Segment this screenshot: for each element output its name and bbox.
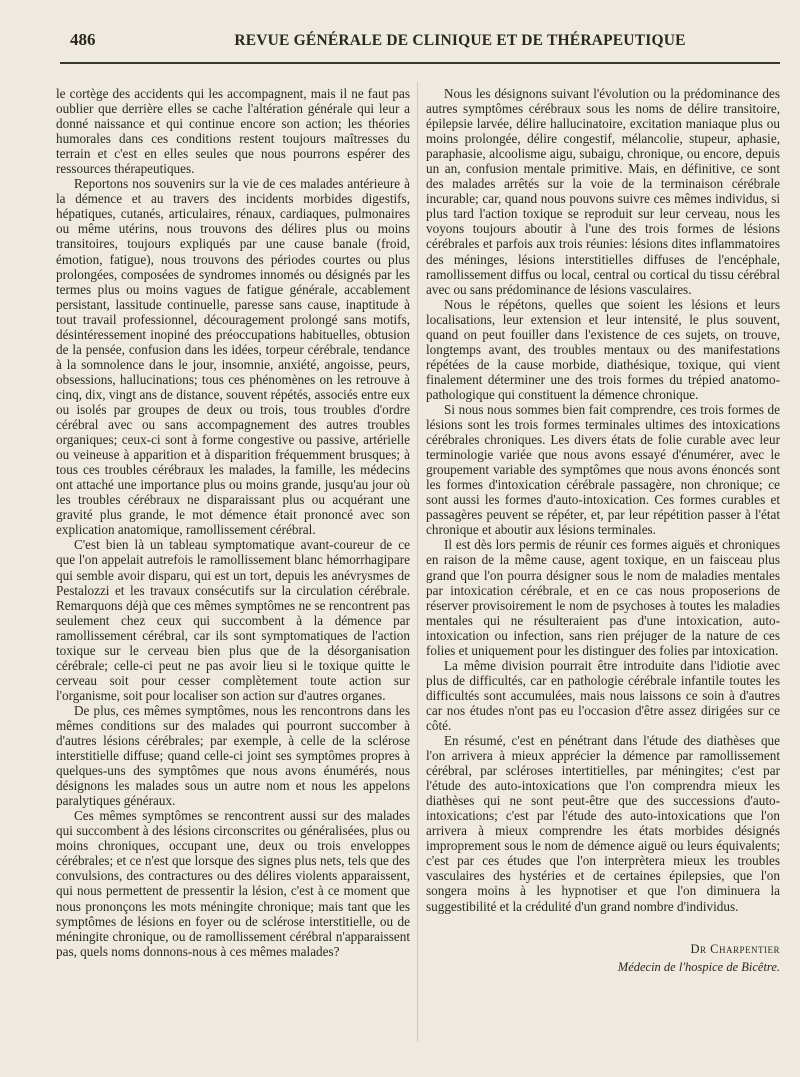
paragraph: le cortège des accidents qui les accompagnent, mais il ne faut pas oublier que derrière elles se cache l'altération générale qui leur a donné naissance et qui continue encore son action; les théories humorales dans ces conditions restent toujours maîtresses du terrain et c'est en elles seules que nous pourrons espérer des ressources thérapeutiques.	[56, 86, 410, 177]
paragraph: De plus, ces mêmes symptômes, nous les rencontrons dans les mêmes conditions sur des malades qui pourront succomber à d'autres lésions cérébrales; par exemple, à celle de la sclérose interstitielle diffuse; quand celle-ci joint ses symptômes propres à quelques-uns des symptômes que nous avons énumérés, nous désignons les malades sous un autre nom et nous les appelons paralytiques généraux.	[56, 702, 410, 809]
column-divider	[417, 82, 418, 1042]
running-title: REVUE GÉNÉRALE DE CLINIQUE ET DE THÉRAPEUTIQUE	[234, 32, 686, 49]
paragraph: Ces mêmes symptômes se rencontrent aussi sur des malades qui succombent à des lésions circonscrites ou généralisées, plus ou moins chroniques, occupant une, deux ou trois enveloppes cérébrales; et ce n'est que lorsque des signes plus nets, tels que des convulsions, des contractures ou des délires violents apparaissent, qui nous permettent de pressentir la lésion, c'est à ce moment que nous prononçons les mots méningite chronique; mais tant que les symptômes de lésions en foyer ou de sclérose interstitielle, ou de méningite chronique, ou de ramollissement cérébral n'apparaissent pas, quels noms donnons-nous à ces mêmes malades?	[56, 808, 410, 959]
page-number: 486	[70, 30, 96, 49]
right-column	[426, 86, 780, 975]
left-column	[56, 86, 410, 959]
author-role: Médecin de l'hospice de Bicêtre.	[617, 959, 780, 974]
paragraph: Il est dès lors permis de réunir ces formes aiguës et chroniques en raison de la même cause, agent toxique, en un faisceau plus grand que l'on pourra désigner sous le nom de maladies mentales par intoxication cérébrale, et en ce cas nous proposerions de réserver provisoirement le nom de psychoses à toutes les maladies mentales qui ne résulteraient pas d'une intoxication, auto-intoxication ou infection, sans rien préjuger de la nature de ces folies et uniquement pour les distinguer des folies par intoxication.	[426, 537, 780, 658]
author-name: Dr Charpentier	[690, 941, 780, 956]
paragraph: Nous les désignons suivant l'évolution ou la prédominance des autres symptômes cérébraux sous les noms de délire transitoire, épilepsie larvée, délire hallucinatoire, excitation maniaque plus ou moins prolongée, délire congestif, mélancolie, stupeur, aphasie, paraphasie, alcoolisme aigu, subaigu, chronique, ou encore, depuis un an, confusion mentale primitive. Mais, en définitive, ce sont des malades arrêtés sur la voie de la terminaison cérébrale incurable; car, quand nous pouvons suivre ces mêmes individus, si plus tard l'action toxique se reproduit sur leur cerveau, nous les voyons toujours aboutir à l'une des trois formes de lésions cérébrales et parfois aux trois réunies: lésions dites inflammatoires des méninges, lésions interstitielles diffuses de l'encéphale, ramollissement diffus ou local, central ou cortical du tissu cérébral avec ou sans prédominance de lésions vasculaires.	[426, 86, 780, 297]
paragraph: Si nous nous sommes bien fait comprendre, ces trois formes de lésions sont les trois formes terminales ultimes des intoxications cérébrales chroniques. Les divers états de folie curable avec leur terminologie variée que nous avons essayé d'énumérer, avec le groupement variable des symptômes que nous avons énoncés sont les formes d'intoxication cérébrale passagère, non chronique; ce sont aussi les formes d'auto-intoxication. Ces formes curables et passagères peuvent se répéter, et, par leur répétition passer à l'état chronique et aboutir aux lésions terminales.	[426, 401, 780, 538]
header-rule	[60, 62, 780, 64]
signature-block	[426, 942, 780, 975]
paragraph: Reportons nos souvenirs sur la vie de ces malades antérieure à la démence et au travers des incidents morbides digestifs, hépatiques, cutanés, articulaires, rénaux, cardiaques, pulmonaires ou même utérins, nous trouvons des délires plus ou moins transitoires, toujours expliqués par une cause banale (froid, émotion, fatigue), nous trouvons des périodes courtes ou plus prolongées, composées de syndromes innomés ou désignés par les termes plus ou moins vagues de fatigue générale, accablement persistant, lassitude continuelle, paresse sans cause, inaptitude à tout travail professionnel, découragement prolongé sans motifs, désintéressement inopiné des préoccupations habituelles, obtusion de la pensée, confusion dans les idées, torpeur cérébrale, tendance à la somnolence dans le jour, insomnie, anxiété, angoisse, peurs, obsessions, hallucinations; tous ces phénomènes on les retrouve à cinq, dix, vingt ans de distance, souvent répétés, associés entre eux ou isolés par groupes de deux ou trois, tous troubles d'ordre cérébral avec ou sans accompagnement des autres troubles organiques; ceux-ci sont à forme congestive ou passive, artérielle ou veineuse à apparition et à disparition fréquemment brusques; à tous ces troubles cérébraux les malades, la famille, les médecins ont attaché une importance plus ou moins grande, jusqu'au jour où les troubles cérébraux ne disparaissant plus ou acquérant une gravité plus grande, le mot démence était prononcé avec son explication anatomique, ramollissement cérébral.	[56, 176, 410, 538]
paragraph: Nous le répétons, quelles que soient les lésions et leurs localisations, leur extension et leur intensité, le plus souvent, quand on peut fouiller dans l'existence de ces sujets, on trouve, longtemps avant, des troubles mentaux ou des manifestations répétées de la cause morbide, diathésique, toxique, qui vient finalement déterminer une des trois formes du trépied anatomo-pathologique qui constituent la démence chronique.	[426, 296, 780, 402]
page-header	[60, 30, 760, 54]
paragraph: C'est bien là un tableau symptomatique avant-coureur de ce que l'on appelait autrefois le ramollissement blanc hémorrhagipare qui semble avoir disparu, qui est un tort, depuis les anévrysmes de Pestalozzi et les travaux consécutifs sur la circulation cérébrale. Remarquons déjà que ces mêmes symptômes ne se rencontrent pas seulement chez ceux qui succombent à la démence par ramollissement cérébral, car ils sont symptomatiques de l'action toxique sur le cerveau bien plus que de la désorganisation cérébrale; celle-ci peut ne pas avoir lieu si le toxique quitte le cerveau soit pour cesser complètement toute action sur l'organisme, soit pour localiser son action sur d'autres organes.	[56, 537, 410, 703]
paragraph: La même division pourrait être introduite dans l'idiotie avec plus de difficultés, car en pathologie cérébrale infantile toutes les difficultés sont accumulées, mais nous laissons ce soin à d'autres car nos études n'ont pas eu l'occasion d'être assez dirigées sur ce côté.	[426, 657, 780, 733]
paragraph: En résumé, c'est en pénétrant dans l'étude des diathèses que l'on arrivera à mieux apprécier la démence par ramollissement cérébral, par scléroses intertitielles, par méningites; c'est par l'étude des auto-intoxications que l'on comprendra mieux les diathèses qui ne sont peut-être que des successions d'auto-intoxications; c'est par l'étude des auto-intoxications que l'on arrivera à mieux comprendre les états morbides désignés improprement sous le nom de démence aiguë ou leurs équivalents; c'est par ces études que l'on interprètera mieux les troubles vasculaires des hystéries et de certaines épilepsies, que l'on songera moins à les hypnotiser et que l'on diminuera la suggestibilité et la crédulité d'un grand nombre d'individus.	[426, 733, 780, 914]
